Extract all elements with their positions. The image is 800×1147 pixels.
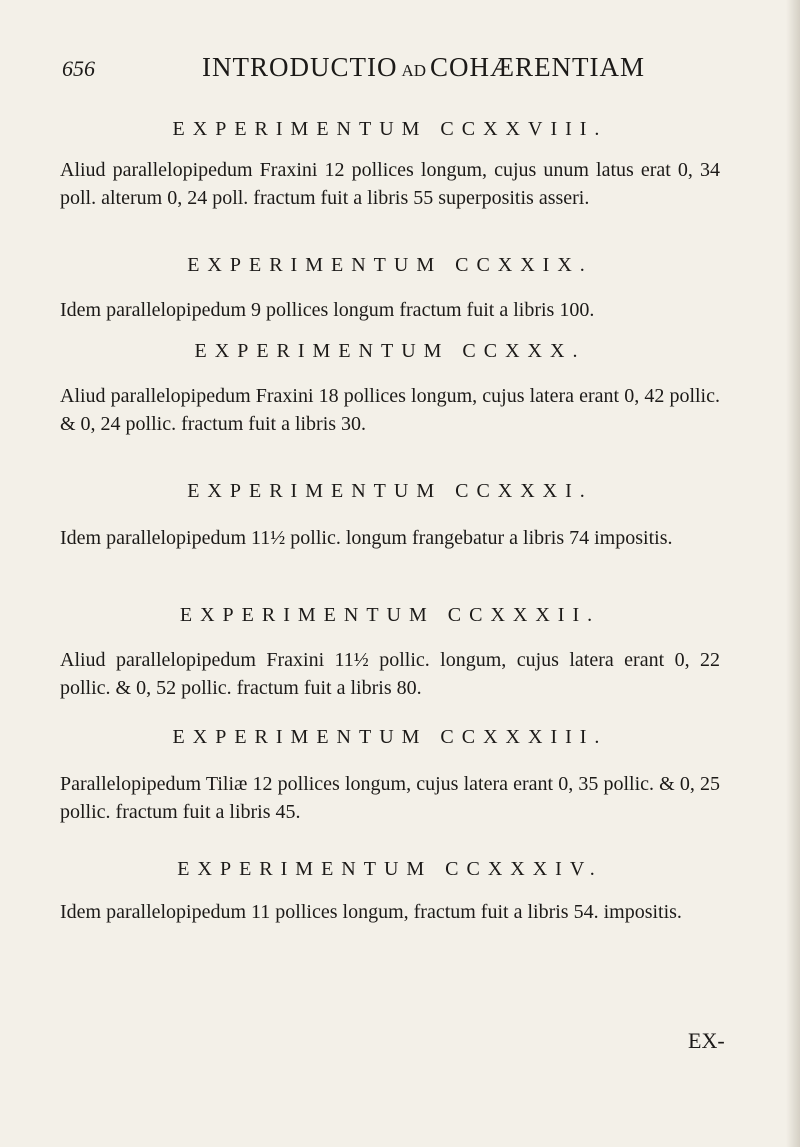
experiment-heading: EXPERIMENTUM CCXXIX. xyxy=(187,254,593,276)
page-number: 656 xyxy=(62,56,95,81)
catchword: EX- xyxy=(688,1028,725,1053)
running-head xyxy=(62,52,762,88)
experiment-text: Aliud parallelopipedum Fraxini 11½ pollic. longum, cujus latera erant 0, 22 pollic. & 0, 52 pollic. fractum fuit a libris 80. xyxy=(60,649,720,699)
experiment-block xyxy=(60,858,720,881)
experiment-text-block xyxy=(60,156,720,212)
experiment-heading: EXPERIMENTUM CCXXVIII. xyxy=(172,118,608,140)
experiment-block xyxy=(60,480,720,503)
experiment-text-block xyxy=(60,296,720,324)
experiment-text-block xyxy=(60,646,720,702)
running-title-part2: AD xyxy=(401,61,427,80)
experiment-heading: EXPERIMENTUM CCXXXII. xyxy=(179,604,601,626)
experiment-text: Idem parallelopipedum 9 pollices longum fractum fuit a libris 100. xyxy=(60,299,595,321)
experiment-text: Idem parallelopipedum 11½ pollic. longum frangebatur a libris 74 impositis. xyxy=(60,527,673,549)
experiment-text-block xyxy=(60,524,720,552)
experiment-heading: EXPERIMENTUM CCXXXI. xyxy=(187,480,593,502)
experiment-heading: EXPERIMENTUM CCXXX. xyxy=(194,340,586,362)
running-title-part3: COHÆRENTIAM xyxy=(430,52,646,82)
experiment-text: Aliud parallelopipedum Fraxini 18 pollices longum, cujus latera erant 0, 42 pollic. & 0, 24 pollic. fractum fuit a libris 30. xyxy=(60,385,720,435)
experiment-block xyxy=(60,604,720,627)
experiment-heading: EXPERIMENTUM CCXXXIV. xyxy=(177,858,603,880)
experiment-text: Aliud parallelopipedum Fraxini 12 pollices longum, cujus unum latus erat 0, 34 poll. alterum 0, 24 poll. fractum fuit a libris 55 superpositis asseri. xyxy=(60,159,720,209)
experiment-block xyxy=(60,340,720,363)
running-title xyxy=(202,52,645,83)
experiment-text: Parallelopipedum Tiliæ 12 pollices longum, cujus latera erant 0, 35 pollic. & 0, 25 pollic. fractum fuit a libris 45. xyxy=(60,773,720,823)
running-title-part1: INTRODUCTIO xyxy=(202,52,398,82)
experiment-block xyxy=(60,254,720,277)
page-edge-shadow xyxy=(786,0,800,1147)
experiment-block xyxy=(60,118,720,141)
experiment-text-block xyxy=(60,770,720,826)
experiment-text: Idem parallelopipedum 11 pollices longum, fractum fuit a libris 54. impositis. xyxy=(60,901,682,923)
experiment-text-block xyxy=(60,382,720,438)
experiment-text-block xyxy=(60,898,720,926)
experiment-heading: EXPERIMENTUM CCXXXIII. xyxy=(172,726,608,748)
experiment-block xyxy=(60,726,720,749)
